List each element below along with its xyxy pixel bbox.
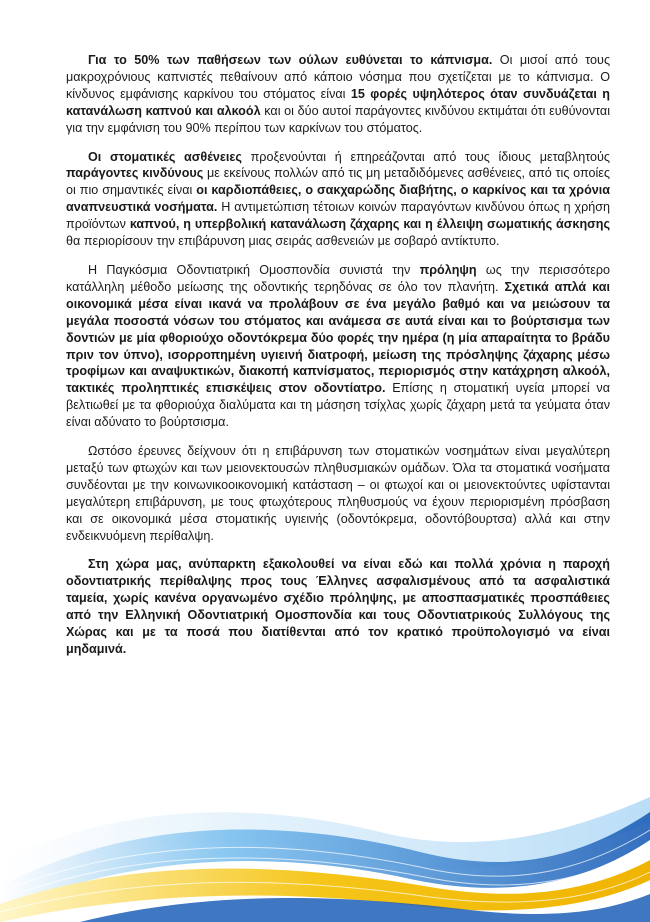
text-run: Για το 50% των παθήσεων των ούλων ευθύνεται το κάπνισμα. [88,53,493,67]
text-run: 15 φορές υψηλότερος όταν συνδυάζεται η κατανάλωση καπνού και αλκοόλ [66,86,610,118]
paragraph-inequality [66,443,610,544]
decorative-waves [0,792,650,922]
paragraph-smoking [66,52,610,137]
text-run: Στη χώρα μας, ανύπαρκτη εξακολουθεί να είναι εδώ και πολλά χρόνια η παροχή οδοντιατρικής περίθαλψης προς τους Έλληνες ασφαλισμένους από τα ασφαλιστικά ταμεία, χωρίς κανένα οργανωμένο σχέδιο πρόληψης, με αποσπασματικές προσπάθειες από την Ελληνική Οδοντιατρική Ομοσπονδία και τους Οδοντιατρικούς Συλλόγους της Χώρας και με τα ποσά που διατίθενται από τον κρατικό προϋπολογισμό να είναι μηδαμινά. [66,557,610,656]
text-run: ως την περισσότερο κατάλληλη μέθοδο μείωσης της οδοντικής τερηδόνας σε όλο τον πλανήτη. [66,262,610,294]
text-run: παράγοντες κινδύνους [66,166,204,181]
text-run: Η αντιμετώπιση τέτοιων κοινών παραγόντων κινδύνου όπως η χρήση προϊόντων [66,200,611,232]
document-body [66,52,610,670]
paragraph-greece [66,556,610,657]
text-run: Οι στοματικές ασθένειες [88,149,242,164]
text-run: με εκείνους πολλών από τις μη μεταδιδόμενες ασθένειες, από τις οποίες οι πιο σημαντικές είναι [66,166,610,198]
text-run: Ωστόσο έρευνες δείχνουν ότι η επιβάρυνση των στοματικών νοσημάτων είναι μεγαλύτερη μεταξύ των φτωχών και των μειονεκτουσών πληθυσμιακών ομάδων. Όλα τα στοματικά νοσήματα συνδέονται με την κοινωνικοοικονομική κατάσταση – οι φτωχοί και οι μειονεκτούντες υφίστανται μεγαλύτερη επιβάρυνση, με τους φτωχότερους πληθυσμούς να έχουν περιορισμένη πρόσβαση και σε οικονομικά μέσα στοματικής υγιεινής (οδοντόκρεμα, οδοντόβουρτσα) αλλά και στην ενδεικνυόμενη περίθαλψη. [66,444,610,543]
text-run: Σχετικά απλά και οικονομικά μέσα είναι ικανά να προλάβουν σε ένα μεγάλο βαθμό και να μειώσουν τα μεγάλα ποσοστά νόσων του στόματος και ανάμεσα σε αυτά είναι και το βούρτσισμα των δοντιών με μία φθοριούχο οδοντόκρεμα δύο φορές την ημέρα (η μία απαραίτητα το βράδυ πριν τον ύπνο), ισορροπημένη υγιεινή διατροφή, μείωση της πρόσληψης ζάχαρης μέσω τροφίμων και αναψυκτικών, διακοπή καπνίσματος, περιορισμός στην κατάχρηση αλκοόλ, τακτικές προληπτικές επισκέψεις στον οδοντίατρο. [66,279,610,396]
text-run: πρόληψη [419,262,477,277]
text-run: προξενούνται ή επηρεάζονται από τους ίδιους μεταβλητούς [241,149,610,164]
text-run: θα περιορίσουν την επιβάρυνση μιας σειράς ασθενειών με σοβαρό αντίκτυπο. [66,234,500,249]
text-run: καπνού, η υπερβολική κατανάλωση ζάχαρης και η έλλειψη σωματικής άσκησης [129,217,610,232]
text-run: Οι μισοί από τους μακροχρόνιους καπνιστές πεθαίνουν από κάποιο νόσημα που σχετίζεται με το κάπνισμα. Ο κίνδυνος εμφάνισης καρκίνου του στόματος είναι [66,53,611,101]
text-run: οι καρδιοπάθειες, ο σακχαρώδης διαβήτης, ο καρκίνος και τα χρόνια αναπνευστικά νοσήματα. [66,183,611,215]
text-run: και οι δύο αυτοί παράγοντες κινδύνου εκτιμάται ότι ευθύνονται για την εμφάνιση του 90% περίπου των καρκίνων του στόματος. [66,103,611,135]
text-run: Επίσης η στοματική υγεία μπορεί να βελτιωθεί με τα φθοριούχα διαλύματα και τη μάσηση τσίχλας χωρίς ζάχαρη μετά τα γεύματα όταν είναι αδύνατο το βούρτσισμα. [66,381,611,430]
text-run: Η Παγκόσμια Οδοντιατρική Ομοσπονδία συνιστά την [88,262,420,277]
paragraph-prevention [66,262,610,431]
paragraph-oral-diseases [66,149,610,250]
